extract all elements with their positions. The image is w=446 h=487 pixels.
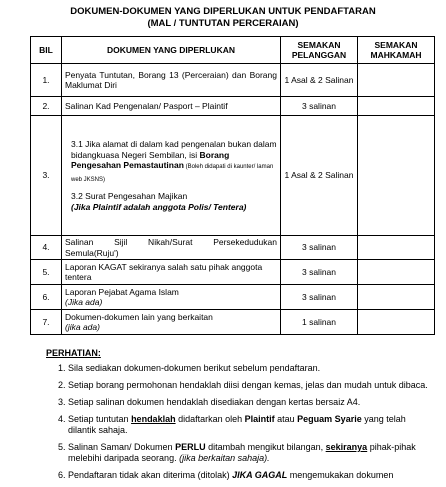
row-document-item-3-2: 3.2 Surat Pengesahan Majikan (Jika Plaintif adalah anggota Polis/ Tentera) xyxy=(71,191,247,212)
notes-section xyxy=(46,348,436,487)
row-semakan-mahkamah xyxy=(358,310,435,335)
row-document: Laporan Pejabat Agama Islam (Jika ada) xyxy=(62,285,281,310)
table-row xyxy=(31,310,435,335)
row-semakan-mahkamah xyxy=(358,97,435,116)
row-document: Salinan Sijil Nikah/Surat Persekedudukan Semula(Ruju') xyxy=(62,236,281,260)
row-semakan-mahkamah xyxy=(358,116,435,236)
note-item: 3. Setiap salinan dokumen hendaklah disediakan dengan kertas bersaiz A4. xyxy=(68,397,436,408)
row-document: Penyata Tuntutan, Borang 13 (Perceraian) dan Borang Maklumat Diri xyxy=(62,64,281,97)
row-semakan-pelanggan: 1 Asal & 2 Salinan xyxy=(281,64,358,97)
row-number: 4. xyxy=(31,236,62,260)
row-number: 2. xyxy=(31,97,62,116)
note-item: 1. Sila sediakan dokumen-dokumen berikut sebelum pendaftaran. xyxy=(68,363,436,374)
header-bil: BIL xyxy=(31,37,62,64)
row-semakan-pelanggan: 3 salinan xyxy=(281,285,358,310)
row-document-item-3-1: 3.1 Jika alamat di dalam kad pengenalan bukan dalam bidangkuasa Negeri Sembilan, isi Borang Pengesahan Pemastautinan (Boleh didapati di kaunter/ laman web JKSNS) xyxy=(71,139,277,183)
document-subtitle: (MAL / TUNTUTAN PERCERAIAN) xyxy=(147,18,299,29)
table-row xyxy=(31,260,435,285)
row-semakan-pelanggan: 1 Asal & 2 Salinan xyxy=(281,116,358,236)
header-dokumen: DOKUMEN YANG DIPERLUKAN xyxy=(62,37,281,64)
note-item: 4. Setiap tuntutan hendaklah didaftarkan oleh Plaintif atau Peguam Syarie yang telah dilantik sahaja. xyxy=(68,414,436,436)
table-row xyxy=(31,285,435,310)
table-header-row xyxy=(31,37,435,64)
row-semakan-mahkamah xyxy=(358,64,435,97)
document-title: DOKUMEN-DOKUMEN YANG DIPERLUKAN UNTUK PENDAFTARAN xyxy=(70,6,376,17)
row-number: 1. xyxy=(31,64,62,97)
row-number: 3. xyxy=(31,116,62,236)
row-number: 7. xyxy=(31,310,62,335)
row-number: 6. xyxy=(31,285,62,310)
row-number: 5. xyxy=(31,260,62,285)
notes-header: PERHATIAN: xyxy=(46,348,101,358)
row-semakan-pelanggan: 1 salinan xyxy=(281,310,358,335)
table-row xyxy=(31,236,435,260)
note-item: 2. Setiap borang permohonan hendaklah diisi dengan kemas, jelas dan mudah untuk dibaca. xyxy=(68,380,436,391)
note-item: 5. Salinan Saman/ Dokumen PERLU ditambah mengikut bilangan, sekiranya pihak-pihak melebihi daripada seorang. (jika berkaitan sahaja). xyxy=(68,442,436,464)
header-semakan-mahkamah: SEMAKAN MAHKAMAH xyxy=(358,37,435,64)
notes-list xyxy=(46,363,436,481)
row-semakan-pelanggan: 3 salinan xyxy=(281,97,358,116)
documents-table xyxy=(30,36,435,335)
note-item: 6. Pendaftaran tidak akan diterima (ditolak) JIKA GAGAL mengemukakan dokumen xyxy=(68,470,436,481)
row-document: Laporan KAGAT sekiranya salah satu pihak anggota tentera xyxy=(62,260,281,285)
row-semakan-mahkamah xyxy=(358,236,435,260)
row-semakan-mahkamah xyxy=(358,285,435,310)
table-row xyxy=(31,64,435,97)
row-document xyxy=(62,116,281,236)
row-document: Dokumen-dokumen lain yang berkaitan (jika ada) xyxy=(62,310,281,335)
row-semakan-pelanggan: 3 salinan xyxy=(281,260,358,285)
row-semakan-mahkamah xyxy=(358,260,435,285)
row-semakan-pelanggan: 3 salinan xyxy=(281,236,358,260)
table-row xyxy=(31,97,435,116)
header-semakan-pelanggan: SEMAKAN PELANGGAN xyxy=(281,37,358,64)
row-document: Salinan Kad Pengenalan/ Pasport – Plaintif xyxy=(62,97,281,116)
table-row xyxy=(31,116,435,236)
